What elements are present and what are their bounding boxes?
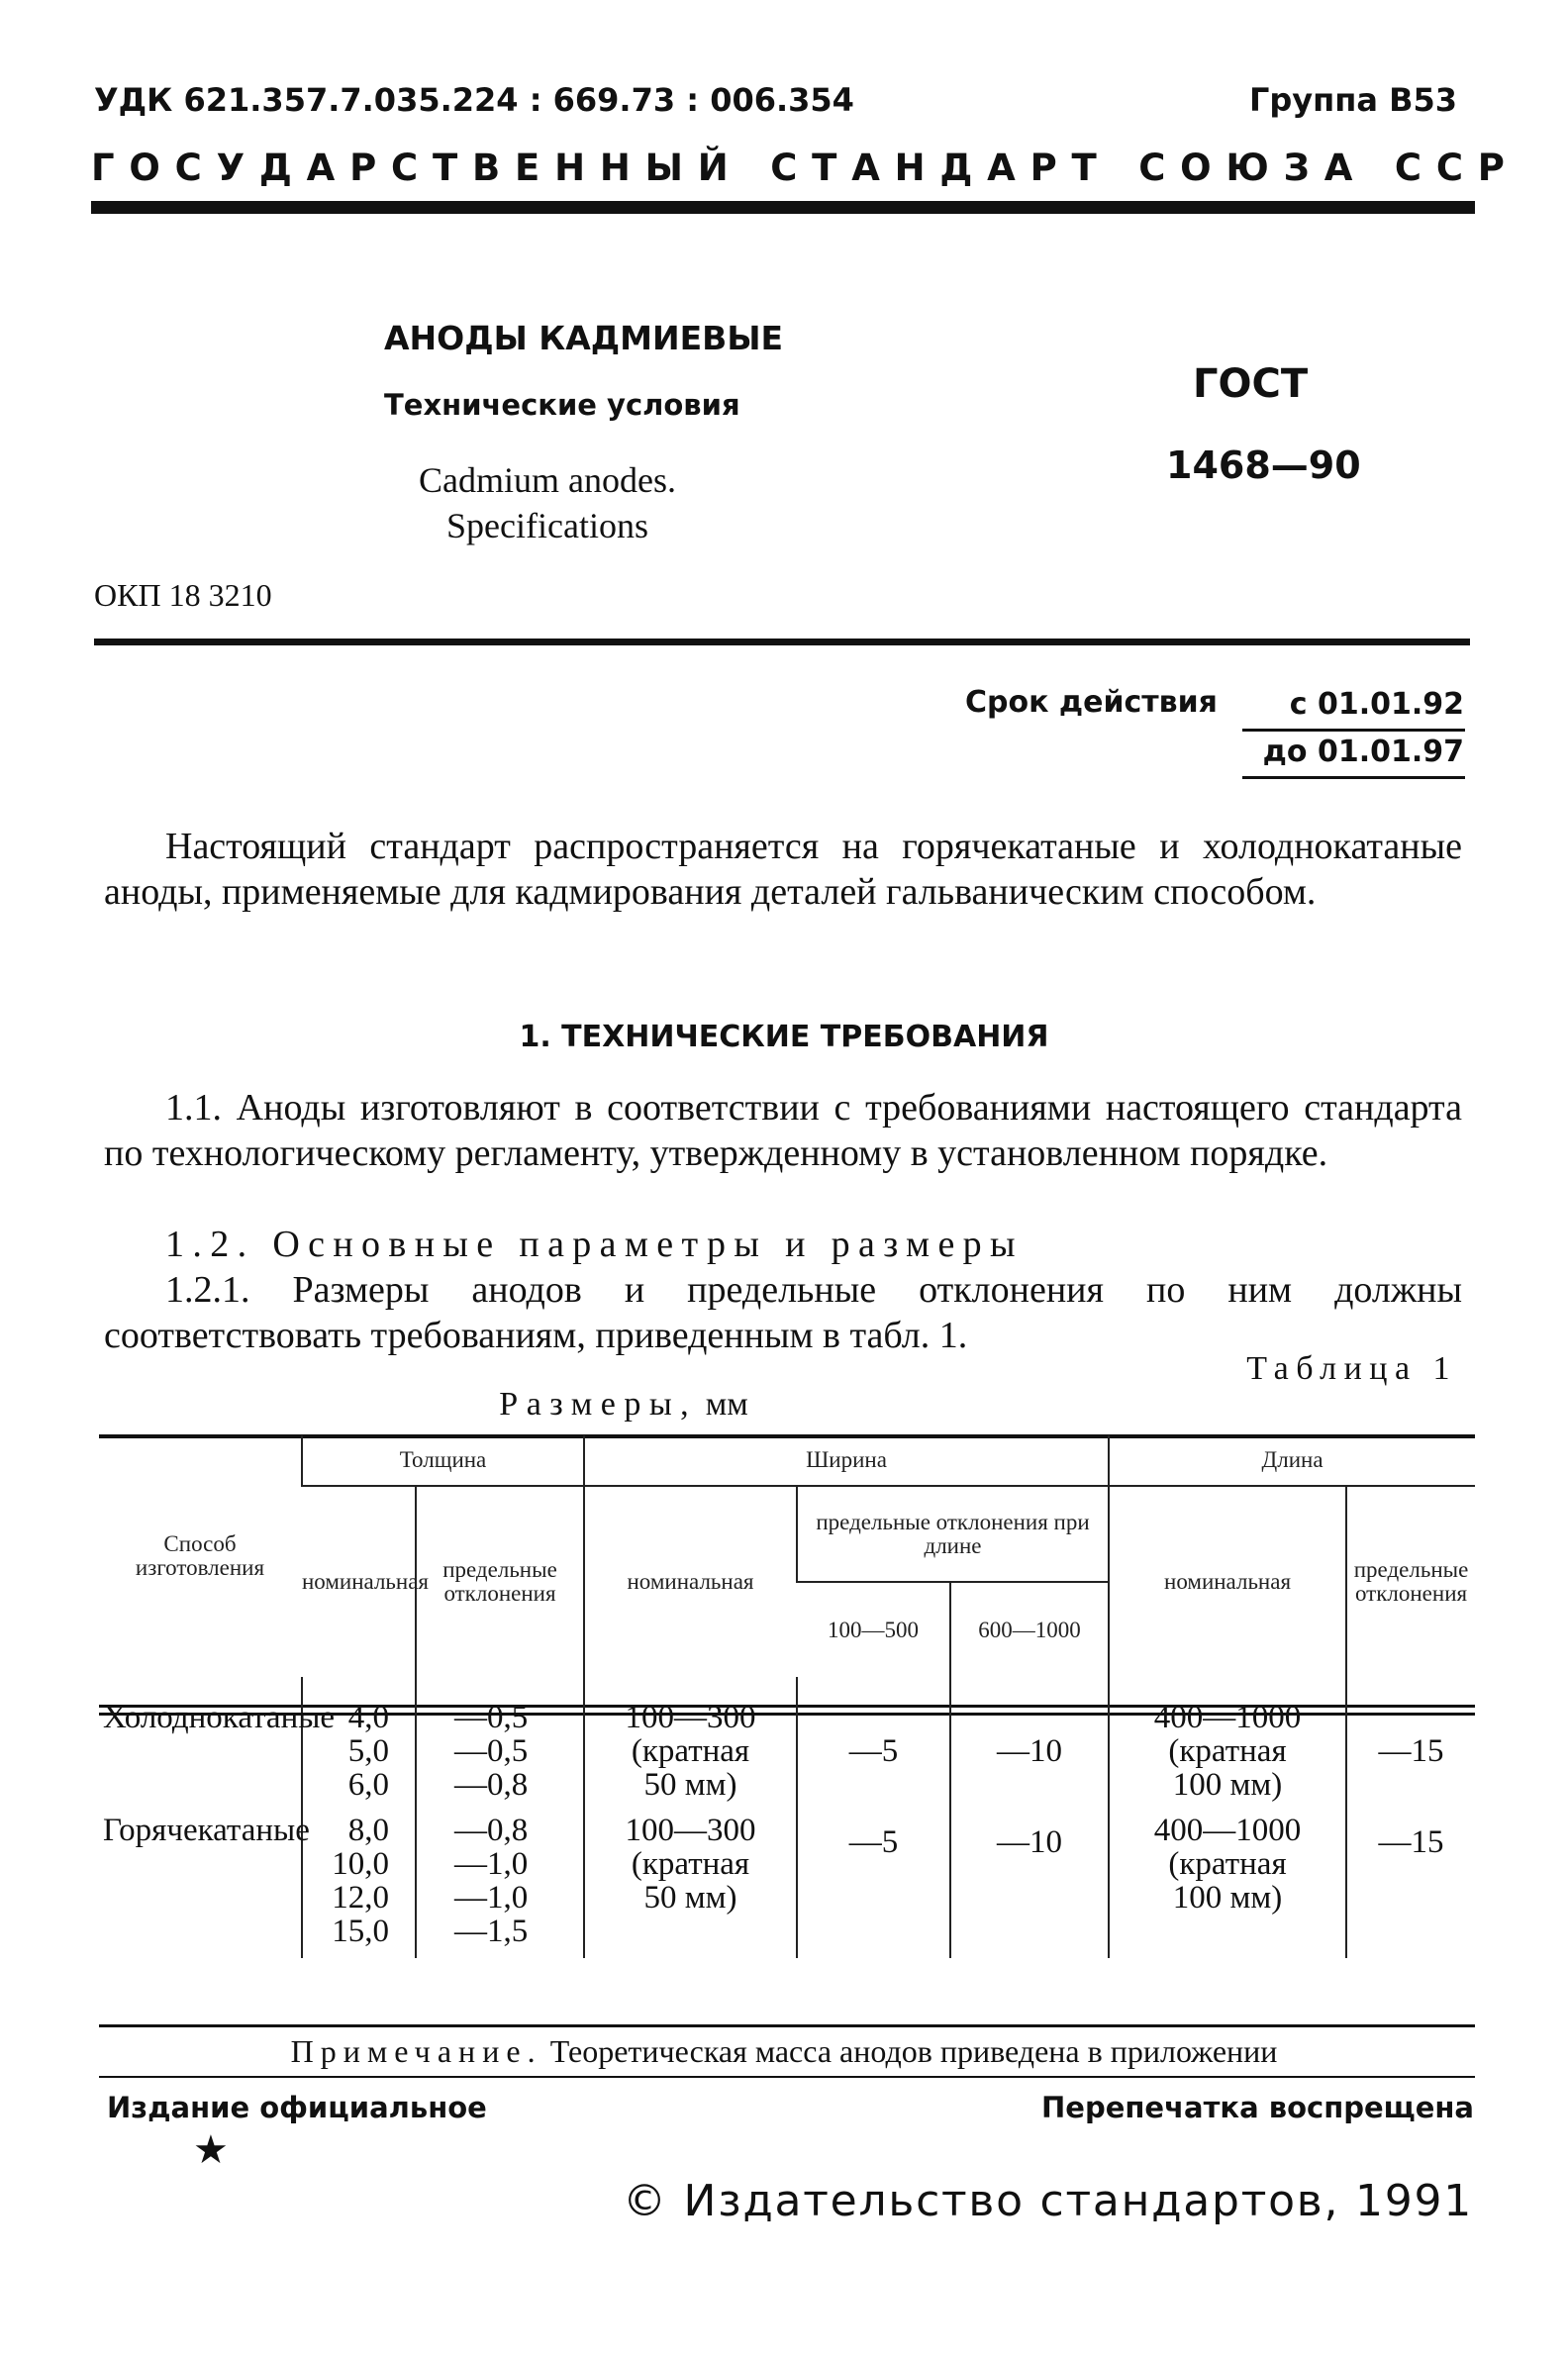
header-width-dev-100-500: 100—500 <box>828 1617 919 1642</box>
cell-width-dev-100-500: —5 <box>797 1802 950 1958</box>
gost-label: ГОСТ <box>1193 361 1309 407</box>
clause-1-2 <box>104 1222 1462 1267</box>
cell-width: 100—300 (кратная 50 мм) <box>584 1677 797 1802</box>
table-row <box>99 1802 1475 1958</box>
validity-rule-2 <box>1242 776 1465 779</box>
cell-method: Холоднокатаные <box>103 1700 336 1735</box>
cell-length-deviation: —15 <box>1346 1802 1475 1958</box>
table-row <box>99 1677 1475 1802</box>
validity-from: с 01.01.92 <box>1289 687 1464 722</box>
document-subtitle: Технические условия <box>384 388 740 422</box>
footer-rule <box>99 2076 1475 2078</box>
cell-width-dev-600-1000: —10 <box>950 1802 1109 1958</box>
cell-width: 100—300 (кратная 50 мм) <box>584 1802 797 1958</box>
header-width: Ширина <box>584 1435 1109 1486</box>
header-width-deviation: предельные отклонения при длине <box>797 1486 1109 1582</box>
clause-1-1: 1.1. Аноды изготовляют в соответствии с требованиями настоящего стандарта по технологическому регламенту, утвержденному в установленном порядке. <box>104 1087 1462 1174</box>
table-note <box>0 2033 1568 2070</box>
table-bottom-rule <box>99 2024 1475 2027</box>
header-length-nominal: номинальная <box>1109 1486 1346 1677</box>
note-label: Примечание. <box>290 2033 542 2069</box>
cell-method: Горячекатаные <box>103 1813 310 1848</box>
okp-code: ОКП 18 3210 <box>94 577 272 613</box>
header-thick-rule <box>91 201 1475 214</box>
title-rule <box>94 639 1470 645</box>
cell-thickness: 8,0 10,0 12,0 15,0 <box>302 1802 416 1958</box>
table-header-row <box>99 1435 1475 1486</box>
clause-1-2-1: 1.2.1. Размеры анодов и предельные отклонения по ним должны соответствовать требованиям, приведенным в табл. 1. <box>104 1269 1462 1356</box>
group-code: Группа В53 <box>1248 81 1457 119</box>
header-thickness-deviation: предельные отклонения <box>416 1486 584 1677</box>
validity-to: до 01.01.97 <box>1262 735 1464 769</box>
clause-1-2-title: Основные параметры и размеры <box>272 1224 1024 1265</box>
document-title: АНОДЫ КАДМИЕВЫЕ <box>384 319 784 357</box>
cell-thickness-deviation: —0,5 —0,5 —0,8 <box>416 1677 584 1802</box>
header-thickness: Толщина <box>302 1435 584 1486</box>
header-method: Способ изготовления <box>135 1531 265 1580</box>
validity-rule-1 <box>1242 729 1465 732</box>
header-length-deviation: предельные отклонения <box>1346 1486 1475 1677</box>
cell-thickness: 4,0 5,0 6,0 <box>302 1677 416 1802</box>
english-title-line2: Specifications <box>446 506 648 545</box>
copyright-line: © Издательство стандартов, 1991 <box>623 2176 1473 2226</box>
validity-label: Срок действия <box>965 685 1218 720</box>
english-title <box>384 457 711 548</box>
section-1-heading: 1. ТЕХНИЧЕСКИЕ ТРЕБОВАНИЯ <box>519 1020 1049 1054</box>
header-length: Длина <box>1109 1435 1475 1486</box>
intro-paragraph: Настоящий стандарт распространяется на горячекатаные и холоднокатаные аноды, применяемые для кадмирования деталей гальваническим способом. <box>104 826 1462 913</box>
table-label: Таблица 1 <box>1246 1350 1457 1387</box>
table-header-row <box>99 1486 1475 1582</box>
english-title-line1: Cadmium anodes. <box>419 460 676 500</box>
header-width-nominal: номинальная <box>584 1486 797 1677</box>
cell-width-dev-100-500: —5 <box>797 1677 950 1802</box>
dimensions-table <box>99 1435 1475 1958</box>
cell-length: 400—1000 (кратная 100 мм) <box>1109 1802 1346 1958</box>
gost-number: 1468—90 <box>1166 443 1361 487</box>
cell-thickness-deviation: —0,8 —1,0 —1,0 —1,5 <box>416 1802 584 1958</box>
star-icon: ★ <box>193 2127 229 2172</box>
edition-label: Издание официальное <box>107 2091 487 2124</box>
cell-width-dev-600-1000: —10 <box>950 1677 1109 1802</box>
header-width-dev-600-1000: 600—1000 <box>950 1582 1109 1677</box>
state-standard-banner: ГОСУДАРСТВЕННЫЙ СТАНДАРТ СОЮЗА ССР <box>91 147 1519 189</box>
table-units <box>0 1386 1247 1424</box>
cell-length: 400—1000 (кратная 100 мм) <box>1109 1677 1346 1802</box>
table-units-word: Размеры, <box>499 1386 698 1423</box>
udc-code: УДК 621.357.7.035.224 : 669.73 : 006.354 <box>94 81 854 119</box>
clause-1-2-number: 1.2. <box>165 1224 255 1265</box>
header-thickness-nominal: номинальная <box>302 1569 430 1594</box>
note-text: Теоретическая масса анодов приведена в приложении <box>549 2033 1278 2069</box>
cell-length-deviation: —15 <box>1346 1677 1475 1802</box>
reprint-notice: Перепечатка воспрещена <box>1041 2091 1474 2124</box>
table-units-mm: мм <box>705 1386 748 1423</box>
